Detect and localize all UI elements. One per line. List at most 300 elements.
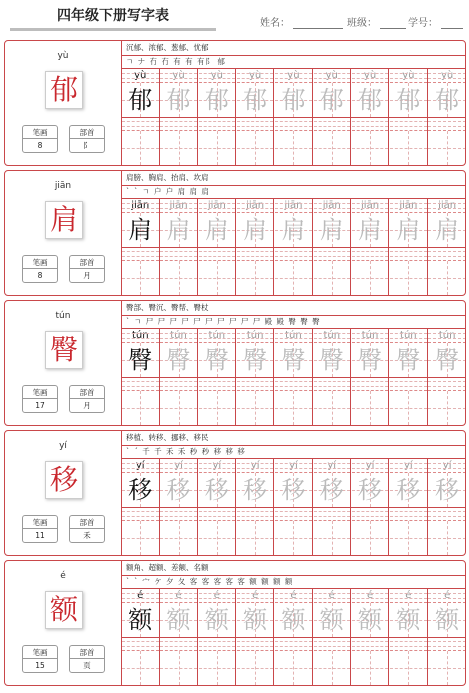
practice-cell[interactable] xyxy=(352,247,390,295)
cell-pinyin: yí xyxy=(160,459,197,473)
practice-cell[interactable] xyxy=(314,637,352,685)
practice-cell[interactable] xyxy=(352,637,390,685)
blank-writing-box[interactable] xyxy=(352,391,389,425)
cell-pinyin: é xyxy=(199,589,236,603)
blank-pinyin-line[interactable] xyxy=(390,637,427,651)
number-field[interactable] xyxy=(408,14,463,29)
blank-writing-box[interactable] xyxy=(314,651,351,685)
practice-cell xyxy=(390,199,428,247)
practice-cell[interactable] xyxy=(122,377,160,425)
practice-cell[interactable] xyxy=(237,377,275,425)
cell-character xyxy=(122,473,159,507)
cell-pinyin: tún xyxy=(352,329,389,343)
practice-cell[interactable] xyxy=(390,507,428,555)
cell-character xyxy=(428,213,466,247)
radical-box xyxy=(69,125,105,153)
blank-pinyin-line[interactable] xyxy=(237,117,274,131)
row-divider xyxy=(122,247,466,248)
cell-pinyin: é xyxy=(352,589,389,603)
blank-writing-box[interactable] xyxy=(237,651,274,685)
practice-cell xyxy=(390,589,428,637)
blank-pinyin-line[interactable] xyxy=(237,247,274,261)
blank-pinyin-line[interactable] xyxy=(352,637,389,651)
practice-panel xyxy=(122,431,466,555)
blank-pinyin-line[interactable] xyxy=(352,377,389,391)
practice-cell[interactable] xyxy=(199,637,237,685)
blank-pinyin-line[interactable] xyxy=(160,507,197,521)
character-glyph: 郁 xyxy=(396,86,421,114)
example-words: 额角、超额、差额、名额 xyxy=(122,561,466,576)
blank-writing-box[interactable] xyxy=(199,261,236,295)
cell-character xyxy=(122,213,159,247)
practice-cell[interactable] xyxy=(275,377,313,425)
practice-cell xyxy=(314,69,352,117)
blank-writing-box[interactable] xyxy=(160,521,197,555)
practice-cell[interactable] xyxy=(314,117,352,165)
character-glyph: 额 xyxy=(396,606,421,634)
blank-writing-box[interactable] xyxy=(314,521,351,555)
character-glyph: 额 xyxy=(128,606,153,634)
practice-cell[interactable] xyxy=(390,117,428,165)
practice-cell xyxy=(122,69,160,117)
character-glyph: 臀 xyxy=(281,346,306,374)
blank-writing-box[interactable] xyxy=(314,261,351,295)
blank-writing-box[interactable] xyxy=(428,391,466,425)
practice-cell xyxy=(122,329,160,377)
cell-character xyxy=(428,83,466,117)
practice-cell xyxy=(314,329,352,377)
practice-cell[interactable] xyxy=(352,377,390,425)
practice-cell xyxy=(428,199,466,247)
cell-character xyxy=(237,343,274,377)
blank-pinyin-line[interactable] xyxy=(428,247,466,261)
character-glyph: 臀 xyxy=(166,346,191,374)
character-glyph: 臀 xyxy=(128,346,153,374)
blank-pinyin-line[interactable] xyxy=(390,507,427,521)
cell-pinyin: yí xyxy=(428,459,466,473)
worksheet-header xyxy=(0,0,469,36)
blank-pinyin-line[interactable] xyxy=(237,637,274,651)
stroke-count-value: 15 xyxy=(35,661,45,670)
pinyin-label: yí xyxy=(59,441,67,451)
practice-cell[interactable] xyxy=(314,247,352,295)
cell-pinyin: yù xyxy=(314,69,351,83)
blank-writing-box[interactable] xyxy=(275,651,312,685)
practice-cell xyxy=(275,199,313,247)
character-glyph: 移 xyxy=(243,476,268,504)
blank-writing-box[interactable] xyxy=(428,651,466,685)
practice-cell[interactable] xyxy=(352,507,390,555)
practice-cell[interactable] xyxy=(314,507,352,555)
blank-pinyin-line[interactable] xyxy=(237,377,274,391)
practice-cell xyxy=(314,589,352,637)
stroke-order: ` ˊ 千 千 禾 禾 秒 秒 移 移 移 xyxy=(122,446,466,459)
blank-pinyin-line[interactable] xyxy=(275,247,312,261)
cell-pinyin: yí xyxy=(390,459,427,473)
blank-writing-box[interactable] xyxy=(352,131,389,165)
cell-character xyxy=(390,83,427,117)
radical-box xyxy=(69,255,105,283)
stroke-count-label: 笔画 xyxy=(23,516,57,529)
blank-writing-box[interactable] xyxy=(390,261,427,295)
blank-pinyin-line[interactable] xyxy=(199,117,236,131)
character-glyph: 郁 xyxy=(166,86,191,114)
blank-pinyin-line[interactable] xyxy=(199,637,236,651)
blank-pinyin-line[interactable] xyxy=(352,507,389,521)
cell-pinyin: yí xyxy=(352,459,389,473)
pinyin-label: yù xyxy=(57,51,69,61)
blank-writing-box[interactable] xyxy=(275,391,312,425)
cell-pinyin: jiān xyxy=(199,199,236,213)
class-field[interactable] xyxy=(347,14,406,29)
blank-writing-box[interactable] xyxy=(390,391,427,425)
example-words: 肩膀、胸肩、抬肩、坎肩 xyxy=(122,171,466,186)
character-glyph: 郁 xyxy=(358,86,383,114)
blank-writing-box[interactable] xyxy=(314,391,351,425)
practice-cell[interactable] xyxy=(352,117,390,165)
blank-pinyin-line[interactable] xyxy=(352,247,389,261)
practice-cell[interactable] xyxy=(428,117,466,165)
blank-pinyin-line[interactable] xyxy=(390,377,427,391)
practice-cell[interactable] xyxy=(275,117,313,165)
cell-character xyxy=(352,343,389,377)
cell-character xyxy=(428,603,466,637)
stroke-count-value: 8 xyxy=(37,141,43,150)
character-glyph: 肩 xyxy=(204,216,229,244)
character-glyph: 额 xyxy=(166,606,191,634)
pinyin-label: jiān xyxy=(54,181,72,191)
practice-cell[interactable] xyxy=(237,507,275,555)
blank-writing-box[interactable] xyxy=(314,131,351,165)
practice-cell[interactable] xyxy=(160,637,198,685)
blank-pinyin-line[interactable] xyxy=(199,507,236,521)
cell-character xyxy=(275,83,312,117)
blank-pinyin-line[interactable] xyxy=(314,507,351,521)
practice-cell xyxy=(237,459,275,507)
character-glyph: 肩 xyxy=(319,216,344,244)
cell-pinyin: yù xyxy=(160,69,197,83)
practice-cell[interactable] xyxy=(122,507,160,555)
blank-writing-box[interactable] xyxy=(122,261,159,295)
blank-pinyin-line[interactable] xyxy=(390,117,427,131)
blank-pinyin-line[interactable] xyxy=(314,117,351,131)
blank-pinyin-line[interactable] xyxy=(428,117,466,131)
blank-pinyin-line[interactable] xyxy=(199,377,236,391)
name-blank[interactable] xyxy=(293,18,343,29)
cell-pinyin: yù xyxy=(428,69,466,83)
cell-character xyxy=(390,343,427,377)
cell-pinyin: yù xyxy=(237,69,274,83)
character-card xyxy=(4,170,466,296)
practice-cell[interactable] xyxy=(314,377,352,425)
blank-pinyin-line[interactable] xyxy=(314,377,351,391)
practice-panel xyxy=(122,561,466,685)
model-character: 移 xyxy=(45,461,83,499)
character-info-panel xyxy=(5,171,122,295)
blank-writing-box[interactable] xyxy=(122,521,159,555)
practice-cell xyxy=(352,329,390,377)
practice-cell[interactable] xyxy=(199,507,237,555)
practice-cell xyxy=(122,589,160,637)
character-glyph: 臀 xyxy=(435,346,460,374)
blank-writing-box[interactable] xyxy=(122,651,159,685)
cell-pinyin: tún xyxy=(199,329,236,343)
blank-writing-box[interactable] xyxy=(352,651,389,685)
blank-writing-box[interactable] xyxy=(390,131,427,165)
stroke-order: ` ˋ ㄱ 户 户 肩 肩 肩 xyxy=(122,186,466,199)
blank-writing-box[interactable] xyxy=(390,521,427,555)
blank-pinyin-line[interactable] xyxy=(160,247,197,261)
number-blank[interactable] xyxy=(441,18,463,29)
radical-value: 页 xyxy=(83,661,91,670)
cell-character xyxy=(199,473,236,507)
blank-pinyin-line[interactable] xyxy=(160,377,197,391)
blank-pinyin-line[interactable] xyxy=(428,637,466,651)
character-glyph: 移 xyxy=(435,476,460,504)
stroke-count-box xyxy=(22,645,58,673)
row-divider xyxy=(122,507,466,508)
practice-cell xyxy=(199,459,237,507)
blank-pinyin-line[interactable] xyxy=(122,377,159,391)
character-glyph: 郁 xyxy=(281,86,306,114)
practice-cell[interactable] xyxy=(199,247,237,295)
blank-writing-box[interactable] xyxy=(428,521,466,555)
cell-character xyxy=(352,603,389,637)
cell-pinyin: yí xyxy=(237,459,274,473)
cell-character xyxy=(199,213,236,247)
cell-character xyxy=(160,213,197,247)
class-label: 班级： xyxy=(347,18,377,29)
blank-pinyin-line[interactable] xyxy=(314,247,351,261)
blank-pinyin-line[interactable] xyxy=(237,507,274,521)
blank-writing-box[interactable] xyxy=(275,131,312,165)
stroke-count-label: 笔画 xyxy=(23,256,57,269)
practice-cell xyxy=(352,69,390,117)
practice-cell xyxy=(428,329,466,377)
blank-writing-box[interactable] xyxy=(428,261,466,295)
practice-cell xyxy=(275,459,313,507)
blank-pinyin-line[interactable] xyxy=(352,117,389,131)
practice-cell[interactable] xyxy=(160,377,198,425)
cell-pinyin: tún xyxy=(314,329,351,343)
cell-pinyin: jiān xyxy=(160,199,197,213)
practice-cell[interactable] xyxy=(390,637,428,685)
blank-writing-box[interactable] xyxy=(160,261,197,295)
blank-pinyin-line[interactable] xyxy=(275,637,312,651)
cell-character xyxy=(199,603,236,637)
radical-value: 月 xyxy=(83,401,91,410)
worksheet-title: 四年级下册写字表 xyxy=(10,7,216,31)
practice-cell xyxy=(352,199,390,247)
blank-writing-box[interactable] xyxy=(122,391,159,425)
cell-character xyxy=(122,83,159,117)
blank-pinyin-line[interactable] xyxy=(275,377,312,391)
stroke-count-label: 笔画 xyxy=(23,126,57,139)
cell-character xyxy=(160,473,197,507)
radical-label: 部首 xyxy=(70,646,104,659)
cell-character xyxy=(390,473,427,507)
character-card xyxy=(4,300,466,426)
practice-cell xyxy=(314,199,352,247)
character-glyph: 肩 xyxy=(243,216,268,244)
practice-cell[interactable] xyxy=(390,247,428,295)
blank-pinyin-line[interactable] xyxy=(199,247,236,261)
example-words: 沉郁、浓郁、葱郁、忧郁 xyxy=(122,41,466,56)
cell-pinyin: é xyxy=(390,589,427,603)
radical-label: 部首 xyxy=(70,516,104,529)
blank-pinyin-line[interactable] xyxy=(314,637,351,651)
cell-pinyin: jiān xyxy=(122,199,159,213)
practice-cell[interactable] xyxy=(160,507,198,555)
practice-cell[interactable] xyxy=(122,247,160,295)
practice-cell[interactable] xyxy=(237,117,275,165)
blank-pinyin-line[interactable] xyxy=(160,117,197,131)
practice-cell[interactable] xyxy=(237,637,275,685)
blank-writing-box[interactable] xyxy=(275,261,312,295)
number-label: 学号： xyxy=(408,18,438,29)
blank-pinyin-line[interactable] xyxy=(122,637,159,651)
blank-writing-box[interactable] xyxy=(122,131,159,165)
practice-cell[interactable] xyxy=(275,637,313,685)
blank-pinyin-line[interactable] xyxy=(390,247,427,261)
cell-character xyxy=(160,343,197,377)
practice-cell[interactable] xyxy=(428,247,466,295)
blank-writing-box[interactable] xyxy=(237,391,274,425)
practice-cell[interactable] xyxy=(122,117,160,165)
practice-cell[interactable] xyxy=(237,247,275,295)
blank-writing-box[interactable] xyxy=(199,131,236,165)
character-glyph: 肩 xyxy=(358,216,383,244)
character-glyph: 肩 xyxy=(396,216,421,244)
character-glyph: 额 xyxy=(358,606,383,634)
class-blank[interactable] xyxy=(380,18,406,29)
cell-pinyin: yù xyxy=(390,69,427,83)
stroke-order: ㄱ ナ 冇 冇 有 有 有阝 郁 xyxy=(122,56,466,69)
practice-cell[interactable] xyxy=(428,377,466,425)
blank-writing-box[interactable] xyxy=(237,521,274,555)
practice-panel xyxy=(122,41,466,165)
practice-panel xyxy=(122,171,466,295)
cell-character xyxy=(237,213,274,247)
practice-cell xyxy=(199,589,237,637)
character-glyph: 臀 xyxy=(396,346,421,374)
practice-cell xyxy=(160,589,198,637)
character-glyph: 肩 xyxy=(281,216,306,244)
cell-pinyin: jiān xyxy=(428,199,466,213)
character-glyph: 郁 xyxy=(204,86,229,114)
blank-pinyin-line[interactable] xyxy=(122,247,159,261)
character-glyph: 额 xyxy=(435,606,460,634)
writing-grid xyxy=(122,69,466,165)
blank-writing-box[interactable] xyxy=(199,391,236,425)
practice-cell[interactable] xyxy=(390,377,428,425)
radical-label: 部首 xyxy=(70,126,104,139)
cell-character xyxy=(390,213,427,247)
cell-character xyxy=(314,343,351,377)
character-glyph: 移 xyxy=(166,476,191,504)
character-glyph: 肩 xyxy=(128,216,153,244)
cell-character xyxy=(352,473,389,507)
blank-writing-box[interactable] xyxy=(352,521,389,555)
cell-pinyin: jiān xyxy=(352,199,389,213)
blank-writing-box[interactable] xyxy=(160,391,197,425)
practice-cell[interactable] xyxy=(428,507,466,555)
model-character: 额 xyxy=(45,591,83,629)
blank-pinyin-line[interactable] xyxy=(122,507,159,521)
practice-cell xyxy=(390,69,428,117)
practice-cell[interactable] xyxy=(122,637,160,685)
blank-pinyin-line[interactable] xyxy=(160,637,197,651)
blank-writing-box[interactable] xyxy=(275,521,312,555)
radical-value: 阝 xyxy=(83,141,91,150)
character-glyph: 肩 xyxy=(166,216,191,244)
model-character: 郁 xyxy=(45,71,83,109)
character-glyph: 额 xyxy=(319,606,344,634)
practice-cell[interactable] xyxy=(160,117,198,165)
cell-pinyin: yù xyxy=(199,69,236,83)
practice-cell[interactable] xyxy=(275,507,313,555)
practice-cell[interactable] xyxy=(160,247,198,295)
blank-pinyin-line[interactable] xyxy=(275,117,312,131)
character-glyph: 郁 xyxy=(435,86,460,114)
cell-character xyxy=(160,603,197,637)
character-glyph: 肩 xyxy=(435,216,460,244)
stroke-count-label: 笔画 xyxy=(23,386,57,399)
practice-cell xyxy=(428,589,466,637)
practice-cell[interactable] xyxy=(275,247,313,295)
practice-cell[interactable] xyxy=(199,117,237,165)
cell-character xyxy=(275,343,312,377)
practice-cell[interactable] xyxy=(428,637,466,685)
stroke-order: ` ㄱ 尸 尸 尸 尸 尸 尸 尸 尸 尸 尸 殿 殿 臀 臀 臀 xyxy=(122,316,466,329)
cell-character xyxy=(237,473,274,507)
blank-pinyin-line[interactable] xyxy=(428,507,466,521)
character-info-panel xyxy=(5,301,122,425)
blank-writing-box[interactable] xyxy=(390,651,427,685)
practice-cell xyxy=(160,459,198,507)
practice-cell xyxy=(390,459,428,507)
blank-writing-box[interactable] xyxy=(428,131,466,165)
cell-character xyxy=(314,473,351,507)
practice-cell[interactable] xyxy=(199,377,237,425)
cell-pinyin: tún xyxy=(160,329,197,343)
cell-character xyxy=(237,603,274,637)
character-info-panel xyxy=(5,41,122,165)
cell-pinyin: jiān xyxy=(314,199,351,213)
practice-cell xyxy=(160,329,198,377)
blank-pinyin-line[interactable] xyxy=(428,377,466,391)
pinyin-label: tún xyxy=(55,311,71,321)
stroke-count-box xyxy=(22,255,58,283)
cell-pinyin: tún xyxy=(122,329,159,343)
blank-writing-box[interactable] xyxy=(199,521,236,555)
blank-writing-box[interactable] xyxy=(160,131,197,165)
name-field[interactable] xyxy=(260,14,343,29)
blank-writing-box[interactable] xyxy=(352,261,389,295)
writing-grid xyxy=(122,459,466,555)
stroke-count-value: 17 xyxy=(35,401,45,410)
cell-pinyin: jiān xyxy=(237,199,274,213)
stroke-count-box xyxy=(22,125,58,153)
blank-writing-box[interactable] xyxy=(237,261,274,295)
blank-writing-box[interactable] xyxy=(160,651,197,685)
blank-pinyin-line[interactable] xyxy=(122,117,159,131)
blank-pinyin-line[interactable] xyxy=(275,507,312,521)
pinyin-label: é xyxy=(60,571,66,581)
character-info-panel xyxy=(5,561,122,685)
blank-writing-box[interactable] xyxy=(237,131,274,165)
blank-writing-box[interactable] xyxy=(199,651,236,685)
